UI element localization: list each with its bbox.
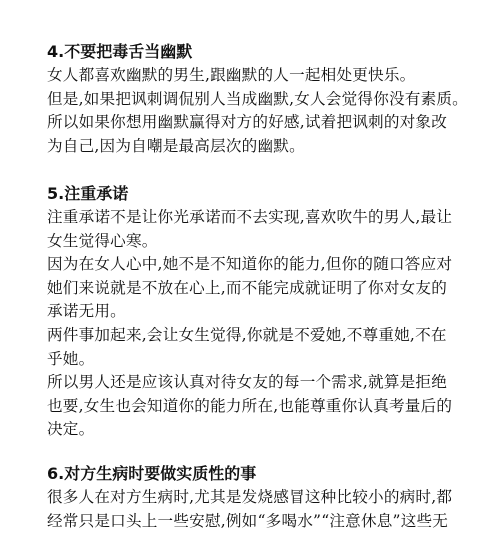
- section-5: [47, 182, 487, 442]
- section-body: [47, 64, 487, 158]
- text-line: 所以男人还是应该认真对待女友的每一个需求,就算是拒绝: [47, 373, 448, 392]
- text-line: 注重承诺不是让你光承诺而不去实现,喜欢吹牛的男人,最让: [47, 208, 453, 226]
- section-heading: 5.注重承诺: [47, 184, 129, 203]
- text-line: 也要,女生也会知道你的能力所在,也能尊重你认真考量后的: [47, 396, 453, 415]
- section-4: [47, 40, 487, 158]
- text-line: 很多人在对方生病时,尤其是发烧感冒这种比较小的病时,都: [47, 488, 453, 506]
- text-line: 经常只是口头上一些安慰,例如“多喝水”“注意休息”这些无: [47, 511, 449, 530]
- text-line: 因为在女人心中,她不是不知道你的能力,但你的随口答应对: [47, 255, 453, 274]
- text-line: 女生觉得心寒。: [47, 231, 158, 250]
- text-line: 承诺无用。: [47, 302, 126, 321]
- section-6: [47, 462, 487, 533]
- section-heading: 4.不要把毒舌当幽默: [47, 42, 193, 61]
- text-line: 两件事加起来,会让女生觉得,你就是不爱她,不尊重她,不在: [47, 325, 447, 344]
- section-body: [47, 486, 487, 533]
- text-line: 所以如果你想用幽默赢得对方的好感,试着把讽刺的对象改: [47, 113, 448, 132]
- text-line: 为自己,因为自嘲是最高层次的幽默。: [47, 136, 305, 155]
- text-line: 女人都喜欢幽默的男生,跟幽默的人一起相处更快乐。: [47, 66, 416, 84]
- text-line: 她们来说就是不放在心上,而不能完成就证明了你对女友的: [47, 278, 448, 297]
- section-body: [47, 206, 487, 442]
- text-line: 决定。: [47, 420, 95, 439]
- text-line: 但是,如果把讽刺调侃别人当成幽默,女人会觉得你没有素质。: [47, 89, 468, 108]
- section-heading: 6.对方生病时要做实质性的事: [47, 464, 257, 483]
- text-line: 乎她。: [47, 349, 95, 368]
